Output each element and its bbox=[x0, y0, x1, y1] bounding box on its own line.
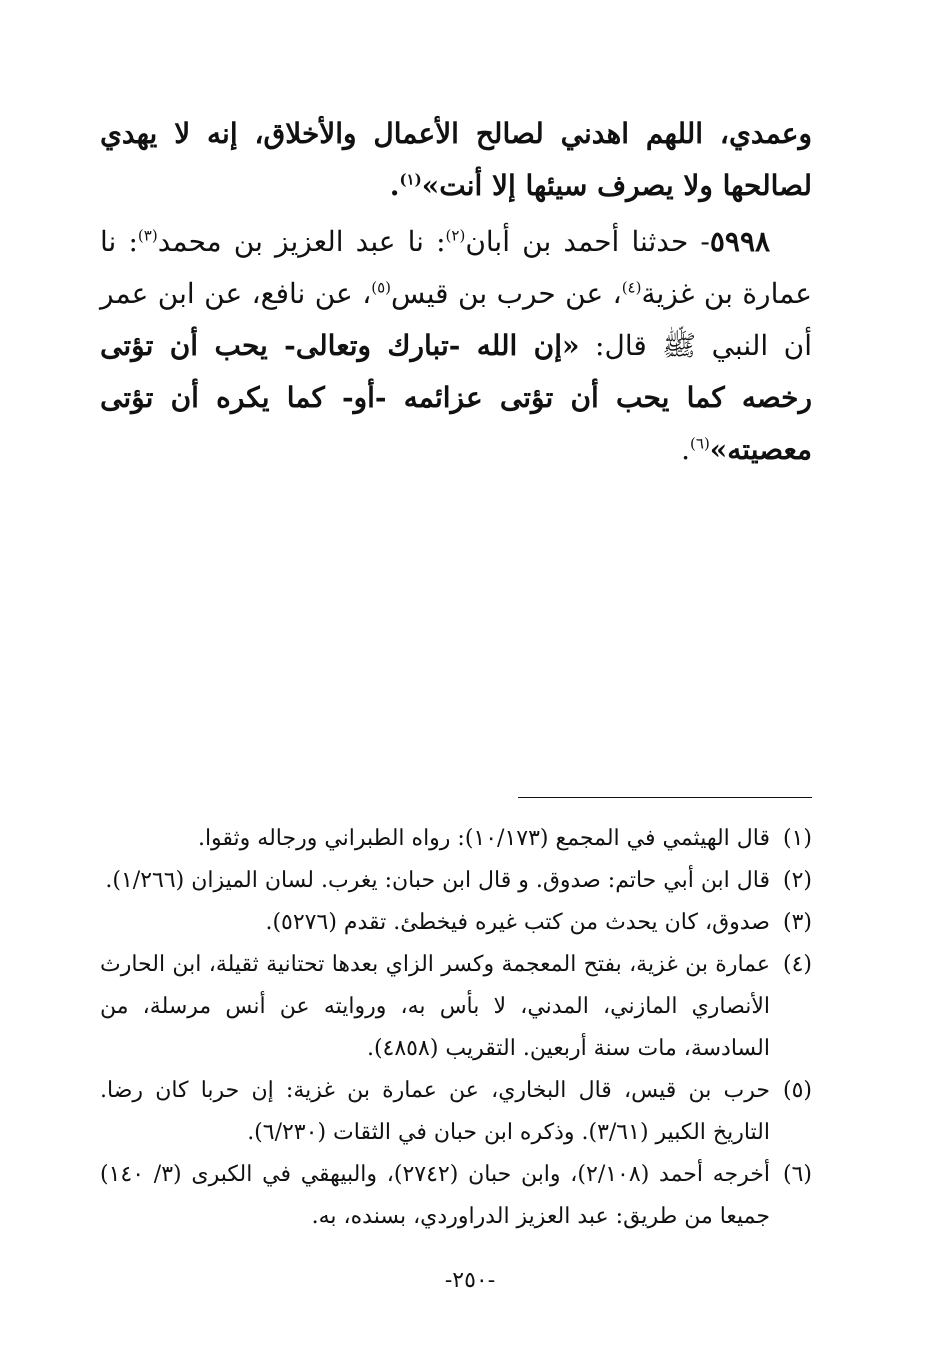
footnote-4 bbox=[100, 944, 812, 1070]
hadith-number: ٥٩٩٨ bbox=[709, 225, 771, 258]
hadith-end: . bbox=[681, 433, 691, 466]
isnad-seg-5: ، عن نافع، عن ابن عمر أن النبي ﷺ قال: bbox=[100, 277, 812, 362]
hadith-paragraph bbox=[100, 216, 812, 476]
footnote-2 bbox=[100, 860, 812, 902]
footnote-text: أخرجه أحمد (٢/١٠٨)، وابن حبان (٢٧٤٢)، والبيهقي في الكبرى (٣/ ١٤٠) جميعا من طريق: عبد العزيز الدراوردي، بسنده، به. bbox=[100, 1162, 771, 1229]
footnote-text: صدوق، كان يحدث من كتب غيره فيخطئ. تقدم (٥٢٧٦). bbox=[265, 910, 770, 935]
footnote-5 bbox=[100, 1070, 812, 1154]
footnote-mark: (١) bbox=[782, 826, 812, 851]
footnote-ref-6[interactable]: (٦) bbox=[690, 434, 710, 453]
footnotes bbox=[100, 818, 812, 1238]
main-text bbox=[100, 108, 812, 476]
footnote-mark: (٦) bbox=[782, 1162, 812, 1187]
isnad-seg-3: : نا عمارة بن غزية bbox=[100, 225, 813, 310]
continuation-end: . bbox=[389, 169, 400, 202]
continuation-text: وعمدي، اللهم اهدني لصالح الأعمال والأخلاق، إنه لا يهدي لصالحها ولا يصرف سيئها إلا أنت» bbox=[100, 117, 812, 202]
footnote-ref-4[interactable]: (٤) bbox=[621, 278, 642, 297]
footnote-text: حرب بن قيس، قال البخاري، عن عمارة بن غزية: إن حربا كان رضا. التاريخ الكبير (٣/٦١). وذكره ابن حبان في الثقات (٦/٢٣٠). bbox=[100, 1078, 770, 1145]
footnote-6 bbox=[100, 1154, 812, 1238]
hadith-matn: «إن الله -تبارك وتعالى- يحب أن تؤتى رخصه كما يحب أن تؤتى عزائمه -أو- كما يكره أن تؤتى معصيته» bbox=[100, 329, 812, 466]
footnote-ref-3[interactable]: (٣) bbox=[137, 226, 158, 245]
footnote-ref-2[interactable]: (٢) bbox=[445, 226, 466, 245]
footnote-text: عمارة بن غزية، بفتح المعجمة وكسر الزاي بعدها تحتانية ثقيلة، ابن الحارث الأنصاري المازني، المدني، لا بأس به، وروايته عن أنس مرسلة، من السادسة، مات سنة أربعين. التقريب (٤٨٥٨). bbox=[100, 952, 770, 1061]
page-number: -٢٥٠- bbox=[444, 1268, 496, 1293]
footnote-text: قال الهيثمي في المجمع (١٠/١٧٣): رواه الطبراني ورجاله وثقوا. bbox=[197, 826, 770, 851]
footnote-mark: (٣) bbox=[782, 910, 812, 935]
footnote-3 bbox=[100, 902, 812, 944]
isnad-seg-4: ، عن حرب بن قيس bbox=[391, 277, 622, 310]
continuation-paragraph bbox=[100, 108, 812, 212]
footnote-mark: (٥) bbox=[782, 1078, 812, 1103]
footnote-mark: (٤) bbox=[782, 952, 812, 977]
footnote-ref-5[interactable]: (٥) bbox=[371, 278, 392, 297]
footnote-mark: (٢) bbox=[782, 868, 812, 893]
footnote-1 bbox=[100, 818, 812, 860]
footnote-ref-1[interactable]: (١) bbox=[399, 170, 422, 189]
isnad-seg-1: - حدثنا أحمد بن أبان bbox=[465, 225, 710, 258]
footnote-separator bbox=[518, 797, 812, 798]
footnote-text: قال ابن أبي حاتم: صدوق. و قال ابن حبان: يغرب. لسان الميزان (١/٢٦٦). bbox=[105, 868, 770, 893]
isnad-seg-2: : نا عبد العزيز بن محمد bbox=[157, 225, 446, 258]
